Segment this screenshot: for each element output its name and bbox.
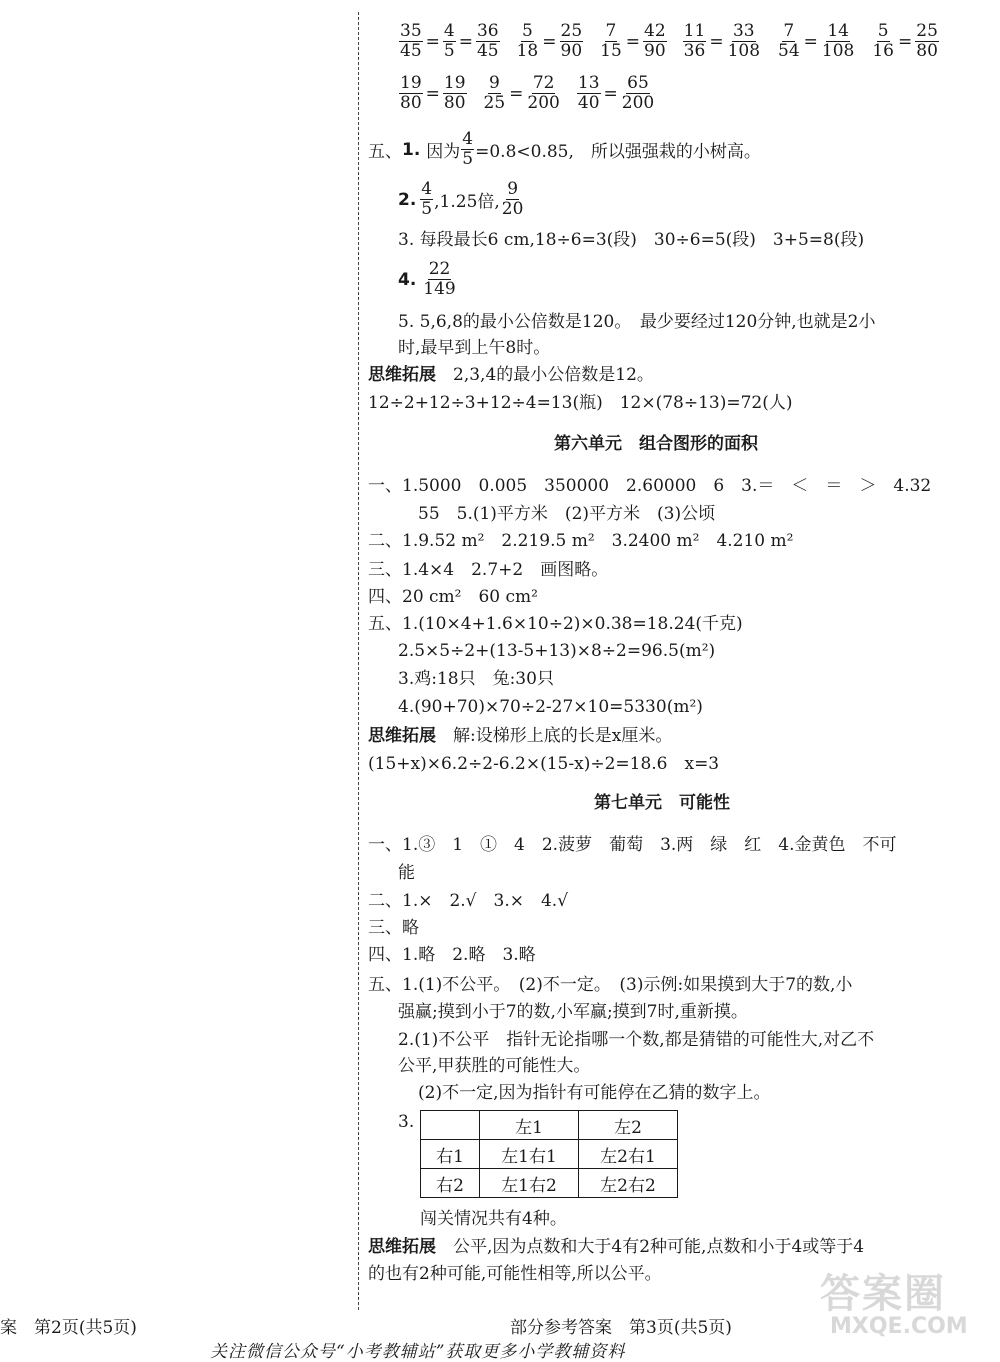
thinking-extension-1: 思维拓展 2,3,4的最小公倍数是12。 [368,365,654,385]
unit-6-line: 3.鸡:18只 兔:30只 [398,669,554,689]
unit-6-line: 55 5.(1)平方米 (2)平方米 (3)公顷 [418,504,716,524]
unit-7-line: (2)不一定,因为指针有可能停在乙猜的数字上。 [418,1083,771,1103]
right-page-footer: 部分参考答案 第3页(共5页) [510,1318,732,1338]
answer-5-4: 4. 22 149 [398,259,456,299]
unit-7-line: 一、1.③ 1 ① 4 2.菠萝 葡萄 3.两 绿 红 4.金黄色 不可 [368,835,897,855]
unit-7-line: 强赢;摸到小于7的数,小军赢;摸到7时,重新摸。 [398,1002,748,1022]
unit-6-line: 二、1.9.52 m² 2.219.5 m² 3.2400 m² 4.210 m² [368,531,794,551]
answer-5-5-cont: 时,最早到上午8时。 [398,338,551,358]
table-cell: 左2 [579,1111,678,1140]
unit-7-line: 2.(1)不公平 指针无论指哪一个数,都是猜错的可能性大,对乙不 [398,1030,875,1050]
unit-6-line: 一、1.5000 0.005 350000 2.60000 6 3.＝ ＜ ＝ ＞ 4.32 [368,476,932,496]
thinking-extension-1-cont: 12÷2+12÷3+12÷4=13(瓶) 12×(78÷13)=72(人) [368,393,793,413]
column-divider [358,12,359,1310]
answer-5-3: 3. 每段最长6 cm,18÷6=3(段) 30÷6=5(段) 3+5=8(段) [398,230,865,250]
table-row [421,1169,678,1198]
outcome-table [420,1110,678,1198]
unit-6-line: 2.5×5÷2+(13-5+13)×8÷2=96.5(m²) [398,641,716,661]
table-cell [421,1111,480,1140]
unit-7-line: 三、略 [368,918,419,938]
thinking-extension-3-cont: 的也有2种可能,可能性相等,所以公平。 [368,1264,662,1284]
answer-5-5: 5. 5,6,8的最小公倍数是120。 最少要经过120分钟,也就是2小 [398,312,876,332]
table-row [421,1140,678,1169]
table-cell: 左1右1 [480,1140,579,1169]
fraction-equivalence-row: $\frac{19}{80}$ = $\frac{19}{80}$ $\frac{9}{25}$ = $\frac{72}{200}$ $\frac{13}{40}$ = $\frac{65}{200}$ [400,73,655,113]
unit-7-line: 四、1.略 2.略 3.略 [368,945,536,965]
table-cell: 右2 [421,1169,480,1198]
table-label: 3. [398,1112,415,1132]
thinking-extension-2: 思维拓展 解:设梯形上底的长是x厘米。 [368,726,673,746]
answer-5-2: 2. 4 5 ,1.25倍, 9 20 [398,179,524,219]
fraction-equivalence-row: $\frac{35}{45}$ = $\frac{4}{5}$ = $\frac{36}{45}$ $\frac{5}{18}$ = $\frac{25}{90}$ $\frac{7}{15}$ = $\frac{42}{90}$ $\frac{11}{36}$ = $\frac{33}{108}$ $\frac{7}{54}$ = $\frac{14}{108}$ $\frac{5}{16}$ = $\frac{25}{80}$ [400,21,938,61]
unit-7-line: 公平,甲获胜的可能性大。 [398,1056,591,1076]
unit-6-line: 五、1.(10×4+1.6×10÷2)×0.38=18.24(千克) [368,614,743,634]
table-note: 闯关情况共有4种。 [420,1209,567,1229]
unit-6-title: 第六单元 组合图形的面积 [554,434,758,454]
table-cell: 右1 [421,1140,480,1169]
left-page-footer: 案 第2页(共5页) [0,1318,137,1338]
answer-5-1: 五、 1. 因为 $\frac{4}{5}$ =0.8<0.85, 所以强强栽的小树高。 [368,129,761,169]
unit-6-line: 四、20 cm² 60 cm² [368,587,538,607]
promo-notice: 关注微信公众号“小考教辅站”获取更多小学教辅资料 [210,1342,626,1362]
unit-7-title: 第七单元 可能性 [594,793,730,813]
table-cell: 左1右2 [480,1169,579,1198]
thinking-extension-3: 思维拓展 公平,因为点数和大于4有2种可能,点数和小于4或等于4 [368,1237,865,1257]
watermark-logo: 答案圈 MXQE.COM [820,1271,968,1339]
table-cell: 左1 [480,1111,579,1140]
unit-6-line: 4.(90+70)×70÷2-27×10=5330(m²) [398,697,703,717]
table-cell: 左2右1 [579,1140,678,1169]
table-header-row [421,1111,678,1140]
table-cell: 左2右2 [579,1169,678,1198]
unit-7-line: 五、1.(1)不公平。 (2)不一定。 (3)示例:如果摸到大于7的数,小 [368,975,853,995]
unit-7-line: 二、1.× 2.√ 3.× 4.√ [368,891,569,911]
thinking-extension-2-cont: (15+x)×6.2÷2-6.2×(15-x)÷2=18.6 x=3 [368,754,720,774]
unit-6-line: 三、1.4×4 2.7+2 画图略。 [368,560,609,580]
unit-7-line: 能 [398,863,415,883]
